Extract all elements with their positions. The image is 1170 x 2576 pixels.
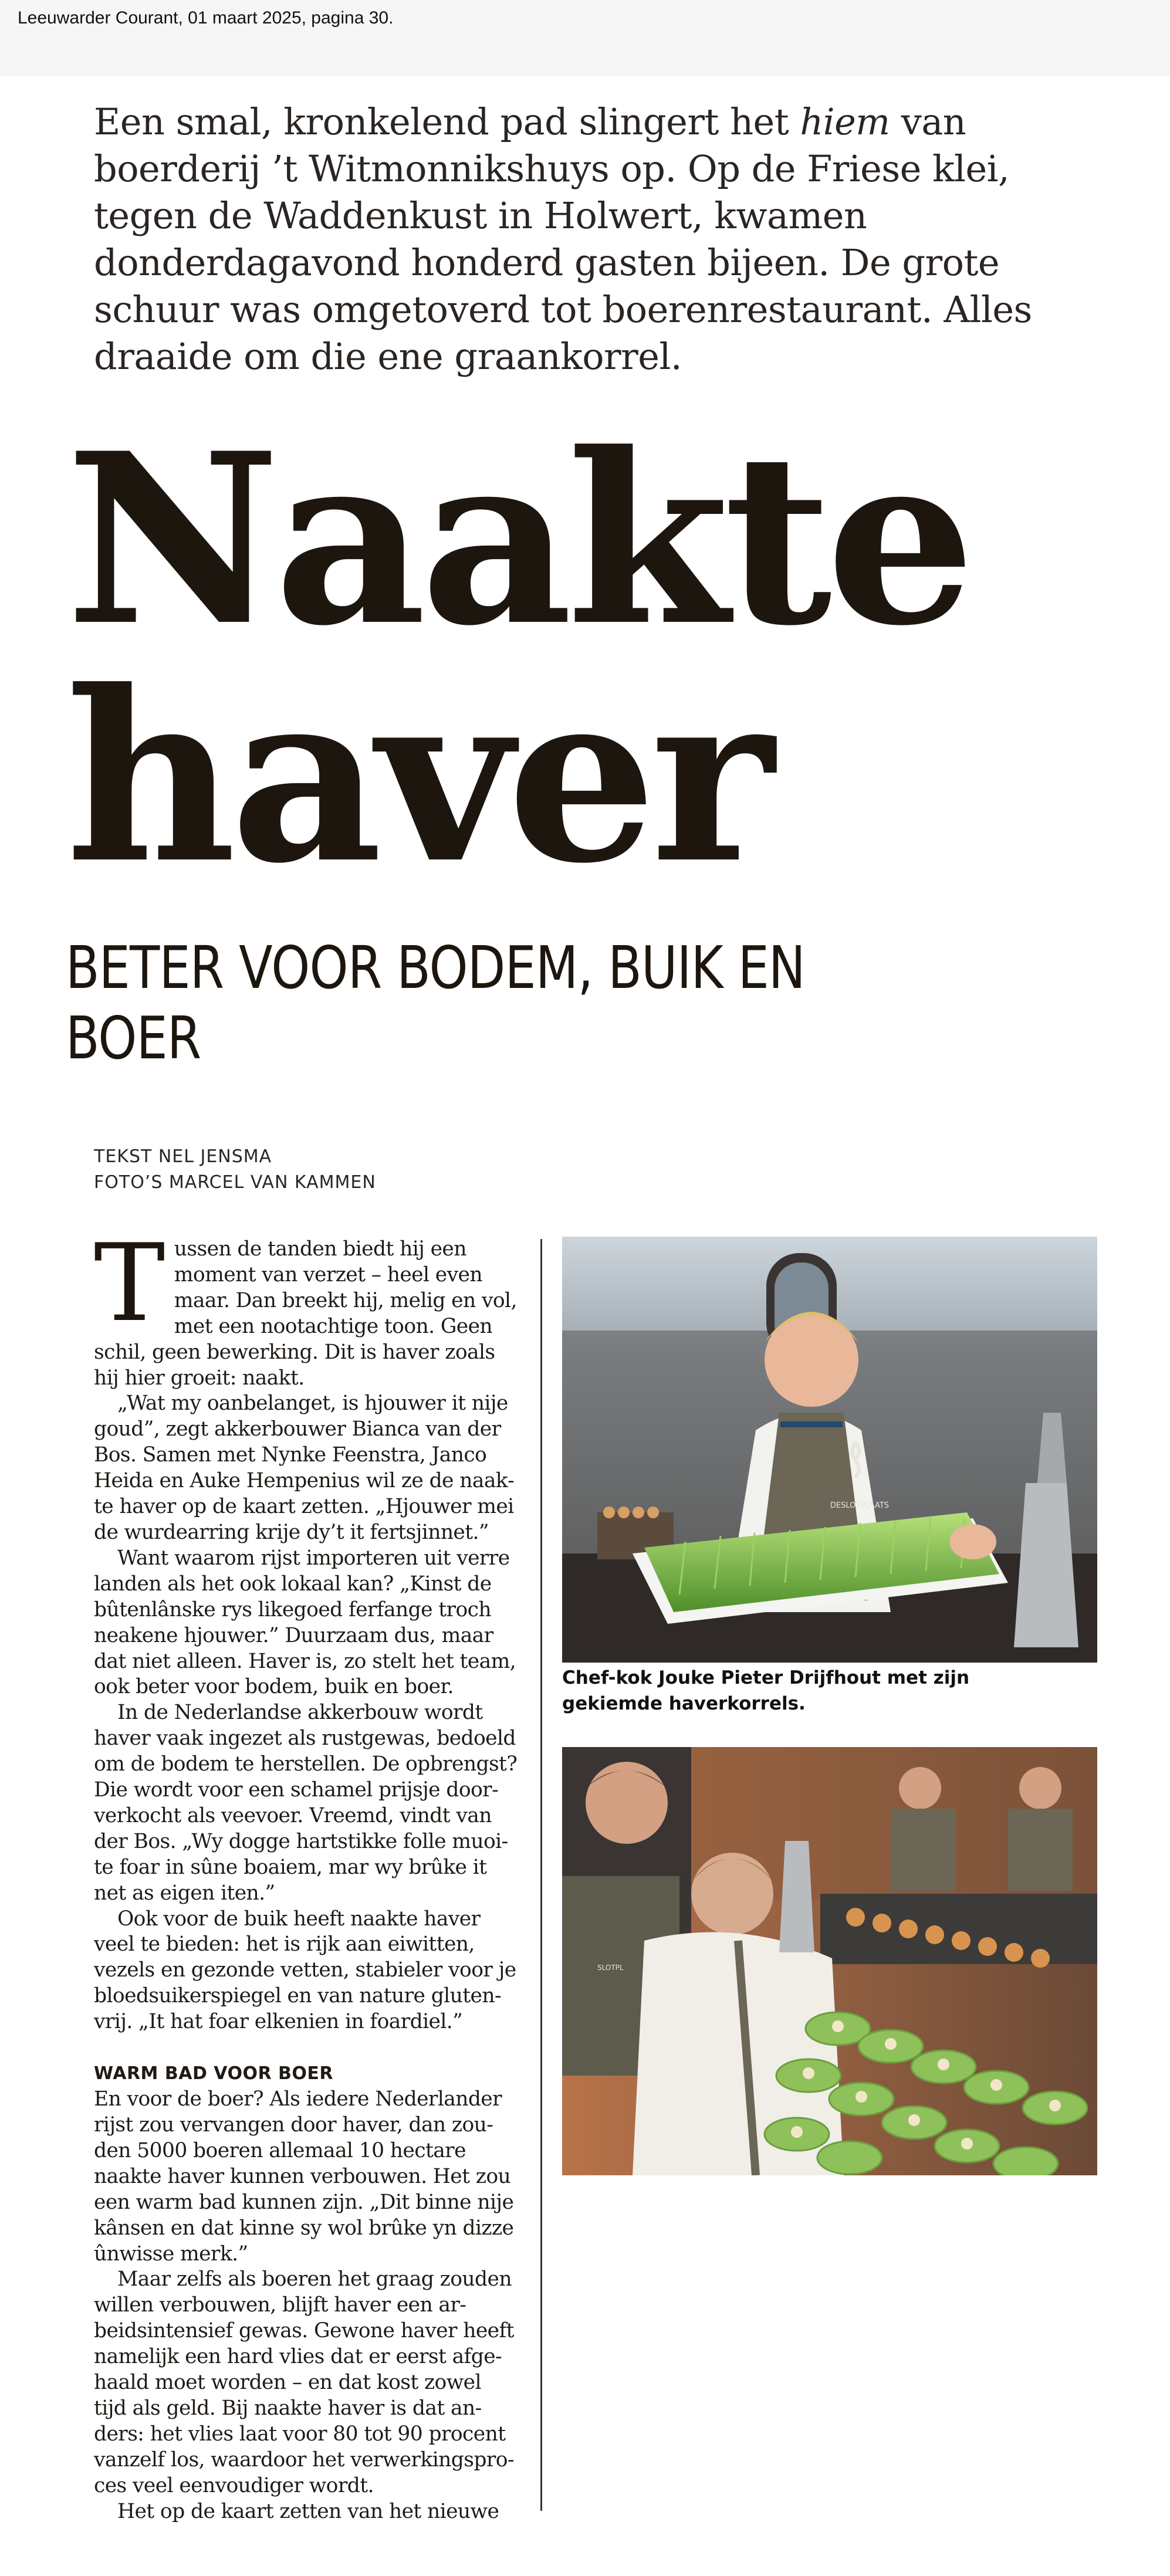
headline-line-1: Naakte bbox=[66, 402, 970, 678]
article-paragraph: In de Nederlandse akkerbouw wordt haver vaak ingezet als rustgewas, bedoeld om de bodem te herstellen. De opbrengst? Die wordt voor een schamel prijsje doorverkocht als veevoer. Vreemd, vindt van der Bos. „Wy dogge hartstikke folle muoite foar in sûne boaiem, mar wy brûke it net as eigen iten.” bbox=[94, 1701, 518, 1905]
source-line: Leeuwarder Courant, 01 maart 2025, pagina 30. bbox=[18, 8, 394, 28]
intro-paragraph bbox=[94, 99, 1068, 380]
article-paragraph: Ook voor de buik heeft naakte haver veel te bieden: het is rijk aan eiwitten, vezels en gezonde vetten, stabieler voor je bloedsuikerspiegel en van nature glutenvrij. „It hat foar elkenien in foardiel.” bbox=[94, 1907, 516, 2034]
article-paragraph: Maar zelfs als boeren het graag zouden willen verbouwen, blijft haver een arbeidsintensief gewas. Gewone haver heeft namelijk een hard vlies dat er eerst afgehaald moet worden – en dat kost zowel tijd als geld. Bij naakte haver is dat anders: het vlies laat voor 80 tot 90 procent vanzelf los, waardoor het verwerkingsproces veel eenvoudiger wordt. bbox=[94, 2267, 515, 2497]
photo-caption: Chef-kok Jouke Pieter Drijfhout met zijn gekiemde haverkorrels. bbox=[562, 1667, 970, 1714]
article-paragraph bbox=[94, 1221, 519, 1391]
paragraph-text: ussen de tanden biedt hij een moment van verzet – heel even maar. Dan breekt hij, melig en vol, met een nootachtige toon. Geen schil, geen bewerking. Dit is haver zoals hij hier groeit: naakt. bbox=[94, 1237, 517, 1390]
column-divider bbox=[540, 1239, 542, 2511]
subtitle: BETER VOOR BODEM, BUIK EN BOER bbox=[66, 933, 805, 1072]
article-body bbox=[94, 1221, 519, 2525]
section-heading: WARM BAD VOOR BOER bbox=[94, 2063, 333, 2084]
headline-line-2: haver bbox=[66, 639, 769, 915]
photo-credit: FOTO’S MARCEL VAN KAMMEN bbox=[94, 1172, 376, 1193]
apron-logo-text-2: SLOTPL bbox=[597, 1964, 624, 1972]
intro-part-2: van boerderij ’t Witmonnikshuys op. Op de Friese klei, tegen de Waddenkust in Holwert, kwamen donderdagavond honderd gasten bijeen. De grote schuur was omgetoverd tot boerenrestaurant. Alles draaide om die ene graankorrel. bbox=[94, 100, 1032, 378]
drop-cap: T bbox=[94, 1221, 165, 1345]
kitchen-photo-illustration bbox=[562, 1747, 1097, 2175]
intro-part-1: Een smal, kronkelend pad slingert het bbox=[94, 100, 800, 143]
intro-italic: hiem bbox=[800, 100, 890, 143]
article-paragraph: En voor de boer? Als iedere Nederlander rijst zou vervangen door haver, dan zouden 5000 boeren allemaal 10 hectare naakte haver kunnen verbouwen. Het zou een warm bad kunnen zijn. „Dit binne nije kânsen en dat kinne sy wol brûke yn dizze ûnwisse merk.” bbox=[94, 2087, 514, 2266]
source-bar bbox=[0, 0, 1170, 76]
text-credit: TEKST NEL JENSMA bbox=[94, 1146, 272, 1167]
article-paragraph: Het op de kaart zetten van het nieuwe bbox=[117, 2499, 499, 2523]
credits bbox=[94, 1144, 376, 1196]
article-paragraph: Want waarom rijst importeren uit verre landen als het ook lokaal kan? „Kinst de bûtenlânske rys likegoed ferfange troch neakene hjouwer.” Duurzaam dus, maar dat niet alleen. Haver is, zo stelt het team, ook beter voor bodem, buik en boer. bbox=[94, 1546, 516, 1699]
kitchen-photo bbox=[562, 1747, 1097, 2175]
chef-photo-illustration bbox=[562, 1237, 1097, 1663]
apron-logo-text: DESLOTPLAATS bbox=[830, 1501, 890, 1510]
article-paragraph: „Wat my oanbelanget, is hjouwer it nije goud”, zegt akkerbouwer Bianca van der Bos. Samen met Nynke Feenstra, Janco Heida en Auke Hempenius wil ze de naakte haver op de kaart zetten. „Hjouwer mei de wurdearring krije dy’t it fertsjinnet.” bbox=[94, 1392, 515, 1544]
chef-photo bbox=[562, 1237, 1097, 1663]
